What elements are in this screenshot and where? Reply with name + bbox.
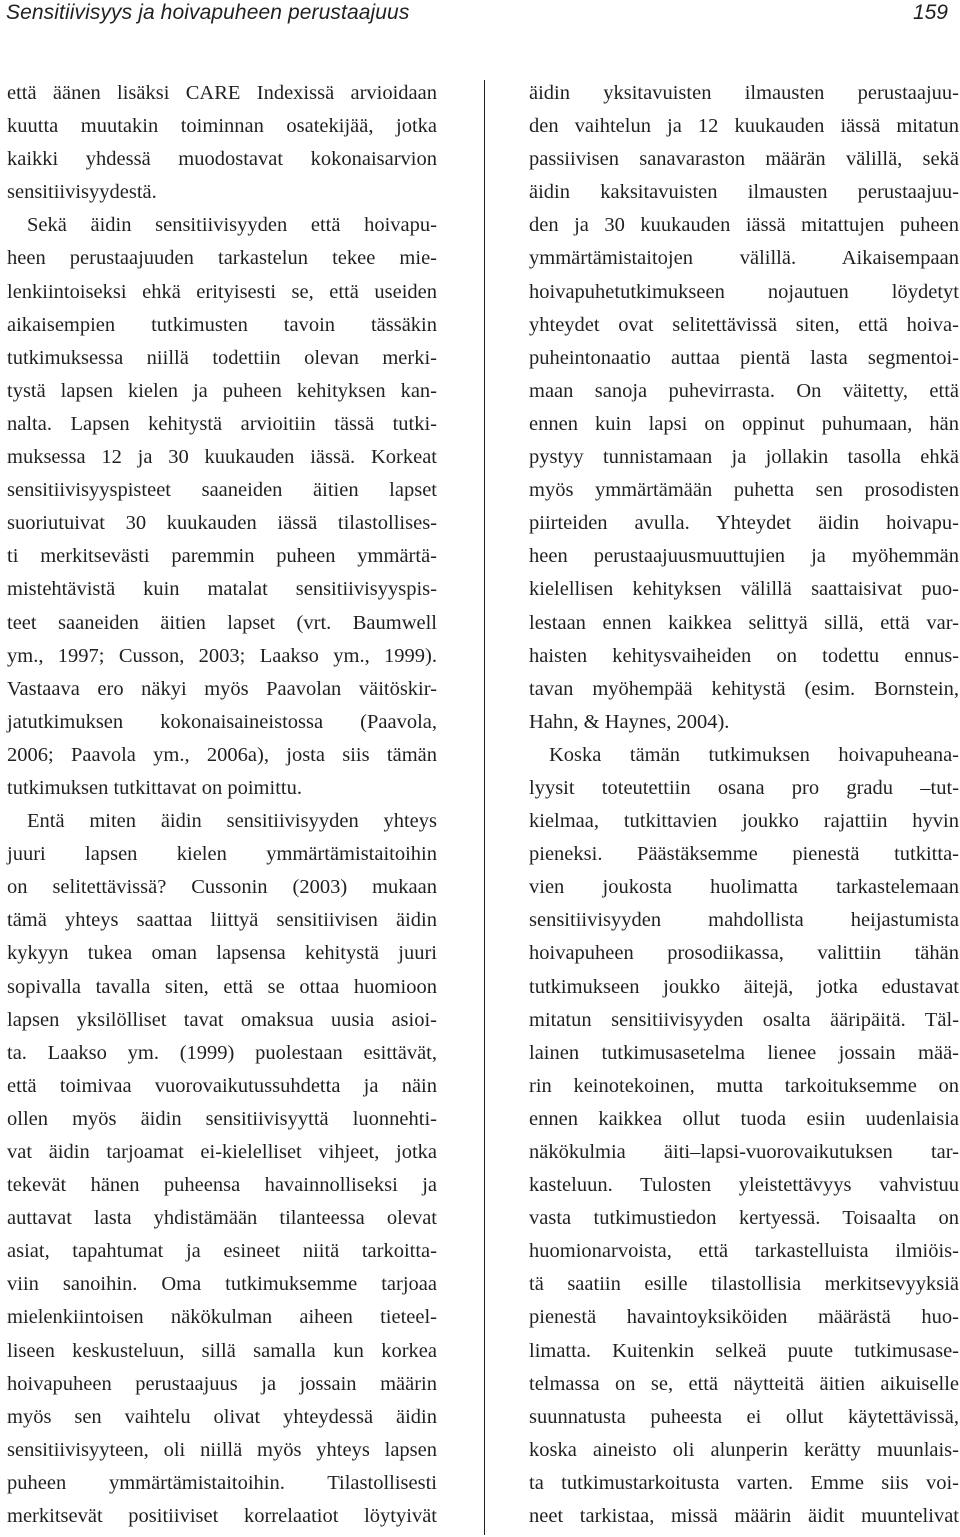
text-line: hoivapuheen perustaajuus ja jossain määrin bbox=[7, 1372, 437, 1395]
text-line: yhteydet ovat selitettävissä siten, että hoiva- bbox=[529, 313, 959, 336]
text-line: tekevät hänen puheensa havainnolliseksi ja bbox=[7, 1174, 437, 1197]
text-line: viin sanoihin. Oma tutkimuksemme tarjoaa bbox=[7, 1273, 437, 1296]
text-line: aikaisempien tutkimusten tavoin tässäkin bbox=[7, 313, 437, 336]
text-line: sopivalla tavalla siten, että se ottaa huomioon bbox=[7, 975, 437, 998]
text-line: piirteiden avulla. Yhteydet äidin hoivapu- bbox=[529, 512, 959, 535]
text-line: ymmärtämistaitojen välillä. Aikaisempaan bbox=[529, 247, 959, 270]
text-line: tä saatiin esille tilastollisia merkitsevyyksiä bbox=[529, 1273, 959, 1296]
text-line: vien joukosta huolimatta tarkastelemaan bbox=[529, 876, 959, 899]
text-line: mitatun sensitiivisyyden osalta ääripäitä. Täl- bbox=[529, 1008, 959, 1031]
text-line: lainen tutkimusasetelma lienee jossain mää- bbox=[529, 1041, 959, 1064]
text-line: merkitsevät positiiviset korrelaatiot löytyivät bbox=[7, 1505, 437, 1528]
text-line: kaikki yhdessä muodostavat kokonaisarvion bbox=[7, 148, 437, 171]
text-line: puheen ymmärtämistaitoihin. Tilastollisesti bbox=[7, 1471, 437, 1494]
text-line: tutkimukseen joukko äitejä, jotka edustavat bbox=[529, 975, 959, 998]
text-line: ollen myös äidin sensitiivisyyttä luonnehti- bbox=[7, 1107, 437, 1130]
text-line: heen perustaajuusmuuttujien ja myöhemmän bbox=[529, 545, 959, 568]
text-line: neet tarkistaa, missä määrin äidit muuntelivat bbox=[529, 1505, 959, 1528]
text-line: kielellisen kehityksen välillä saattaisivat puo- bbox=[529, 578, 959, 601]
text-line: lenkiintoiseksi ehkä erityisesti se, että useiden bbox=[7, 280, 437, 303]
right-text-column bbox=[529, 77, 959, 1533]
text-line: lestaan ennen kaikkea selittyä sillä, että var- bbox=[529, 611, 959, 634]
text-line: puheintonaatio auttaa pientä lasta segmentoi- bbox=[529, 346, 959, 369]
text-line: koska aineisto oli alunperin kerätty muunlais- bbox=[529, 1438, 959, 1461]
text-line: hoivapuhetutkimukseen nojautuen löydetyt bbox=[529, 280, 959, 303]
text-line: Entä miten äidin sensitiivisyyden yhteys bbox=[27, 810, 437, 833]
text-line: sensitiivisyyteen, oli niillä myös yhteys lapsen bbox=[7, 1438, 437, 1461]
text-line: pieneksi. Päästäksemme pienestä tutkitta- bbox=[529, 843, 959, 866]
text-line: ti merkitsevästi paremmin puheen ymmärtä- bbox=[7, 545, 437, 568]
text-line: tavan myöhempää kehitystä (esim. Bornstein, bbox=[529, 677, 959, 700]
text-line: muksessa 12 ja 30 kuukauden iässä. Korkeat bbox=[7, 446, 437, 469]
text-line: vasta tutkimustiedon kertyessä. Toisaalta on bbox=[529, 1207, 959, 1230]
text-line: mielenkiintoisen näkökulman aiheen tieteel- bbox=[7, 1306, 437, 1329]
text-line: asiat, tapahtumat ja esineet niitä tarkoitta- bbox=[7, 1240, 437, 1263]
text-line: kuutta muutakin toiminnan osatekijää, jotka bbox=[7, 115, 437, 138]
text-line: nalta. Lapsen kehitystä arvioitiin tässä tutki- bbox=[7, 412, 437, 435]
text-line: ta tutkimustarkoitusta varten. Emme siis voi- bbox=[529, 1471, 959, 1494]
text-line: heen perustaajuuden tarkastelun tekee mie- bbox=[7, 247, 437, 270]
text-line: äidin kaksitavuisten ilmausten perustaajuu- bbox=[529, 181, 959, 204]
text-line: suunnatusta puheesta ei ollut käytettävissä, bbox=[529, 1405, 959, 1428]
text-line: Hahn, & Haynes, 2004). bbox=[529, 710, 730, 733]
text-line: on selitettävissä? Cussonin (2003) mukaan bbox=[7, 876, 437, 899]
text-line: tämä yhteys saattaa liittyä sensitiivisen äidin bbox=[7, 909, 437, 932]
text-line: ennen kaikkea ollut tuoda esiin uudenlaisia bbox=[529, 1107, 959, 1130]
text-line: äidin yksitavuisten ilmausten perustaajuu- bbox=[529, 82, 959, 104]
text-line: auttavat lasta yhdistämään tilanteessa olevat bbox=[7, 1207, 437, 1230]
text-line: juuri lapsen kielen ymmärtämistaitoihin bbox=[7, 843, 437, 866]
text-line: Sekä äidin sensitiivisyyden että hoivapu- bbox=[27, 214, 437, 237]
text-line: huomionarvoista, että tarkastelluista ilmiöis- bbox=[529, 1240, 959, 1263]
text-line: myös sen vaihtelu olivat yhteydessä äidin bbox=[7, 1405, 437, 1428]
text-line: passiivisen sanavaraston määrän välillä, sekä bbox=[529, 148, 959, 171]
text-line: kielmaa, tutkittavien joukko rajattiin hyvin bbox=[529, 810, 959, 833]
text-line: jatutkimuksen kokonaisaineistossa (Paavola, bbox=[7, 710, 437, 733]
text-line: 2006; Paavola ym., 2006a), josta siis tämän bbox=[7, 743, 437, 766]
text-line: Vastaava ero näkyi myös Paavolan väitöskir- bbox=[7, 677, 437, 700]
text-line: haisten kehitysvaiheiden on todettu ennus- bbox=[529, 644, 959, 667]
text-line: ta. Laakso ym. (1999) puolestaan esittävät, bbox=[7, 1041, 437, 1064]
text-line: liseen keskusteluun, sillä samalla kun korkea bbox=[7, 1339, 437, 1362]
text-line: sensitiivisyydestä. bbox=[7, 181, 157, 204]
running-title: Sensitiivisyys ja hoivapuheen perustaajuus bbox=[6, 1, 410, 24]
text-line: mistehtävistä kuin matalat sensitiivisyyspis- bbox=[7, 578, 437, 601]
text-line: että äänen lisäksi CARE Indexissä arvioidaan bbox=[7, 82, 437, 104]
text-line: lyysit toteutettiin osana pro gradu –tut- bbox=[529, 776, 959, 799]
text-line: suoriutuivat 30 kuukauden iässä tilastollises- bbox=[7, 512, 437, 535]
text-line: tutkimuksen tutkittavat on poimittu. bbox=[7, 776, 302, 799]
text-line: tystä lapsen kielen ja puheen kehityksen kan- bbox=[7, 379, 437, 402]
text-line: lapsen yksilölliset tavat omaksua uusia asioi- bbox=[7, 1008, 437, 1031]
left-text-column bbox=[7, 77, 437, 1533]
text-line: vat äidin tarjoamat ei-kielelliset vihjeet, jotka bbox=[7, 1141, 437, 1163]
running-head bbox=[0, 0, 960, 30]
text-line: myös ymmärtämään puhetta sen prosodisten bbox=[529, 479, 959, 502]
text-line: ym., 1997; Cusson, 2003; Laakso ym., 1999). bbox=[7, 644, 437, 667]
text-line: rin keinotekoinen, mutta tarkoituksemme on bbox=[529, 1074, 959, 1097]
text-line: kykyyn tukea oman lapsensa kehitystä juuri bbox=[7, 942, 437, 965]
text-line: näkökulmia äiti–lapsi-vuorovaikutuksen tar- bbox=[529, 1141, 959, 1163]
text-line: että toimivaa vuorovaikutussuhdetta ja näin bbox=[7, 1074, 437, 1097]
text-line: den ja 30 kuukauden iässä mitattujen puheen bbox=[529, 214, 959, 237]
column-divider bbox=[484, 80, 485, 1535]
text-line: teet saaneiden äitien lapset (vrt. Baumwell bbox=[7, 611, 437, 634]
page-number: 159 bbox=[912, 1, 948, 24]
text-line: tutkimuksessa niillä todettiin olevan merki- bbox=[7, 346, 437, 369]
text-line: telmassa on se, että näytteitä äitien aikuiselle bbox=[529, 1372, 959, 1395]
text-line: pienestä havaintoyksiköiden määrästä huo- bbox=[529, 1306, 959, 1329]
text-line: pystyy tunnistamaan ja jollakin tasolla ehkä bbox=[529, 446, 959, 469]
text-line: sensitiivisyyden mahdollista heijastumista bbox=[529, 909, 959, 932]
text-line: limatta. Kuitenkin selkeä puute tutkimusase- bbox=[529, 1339, 959, 1362]
text-line: den vaihtelun ja 12 kuukauden iässä mitatun bbox=[529, 115, 959, 138]
text-line: Koska tämän tutkimuksen hoivapuheana- bbox=[549, 743, 959, 766]
text-line: kasteluun. Tulosten yleistettävyys vahvistuu bbox=[529, 1174, 959, 1197]
text-line: sensitiivisyyspisteet saaneiden äitien lapset bbox=[7, 479, 437, 502]
text-line: maan sanoja puhevirrasta. On väitetty, että bbox=[529, 379, 959, 402]
text-line: ennen kuin lapsi on oppinut puhumaan, hän bbox=[529, 412, 959, 435]
text-line: hoivapuheen prosodiikassa, valittiin tähän bbox=[529, 942, 959, 965]
